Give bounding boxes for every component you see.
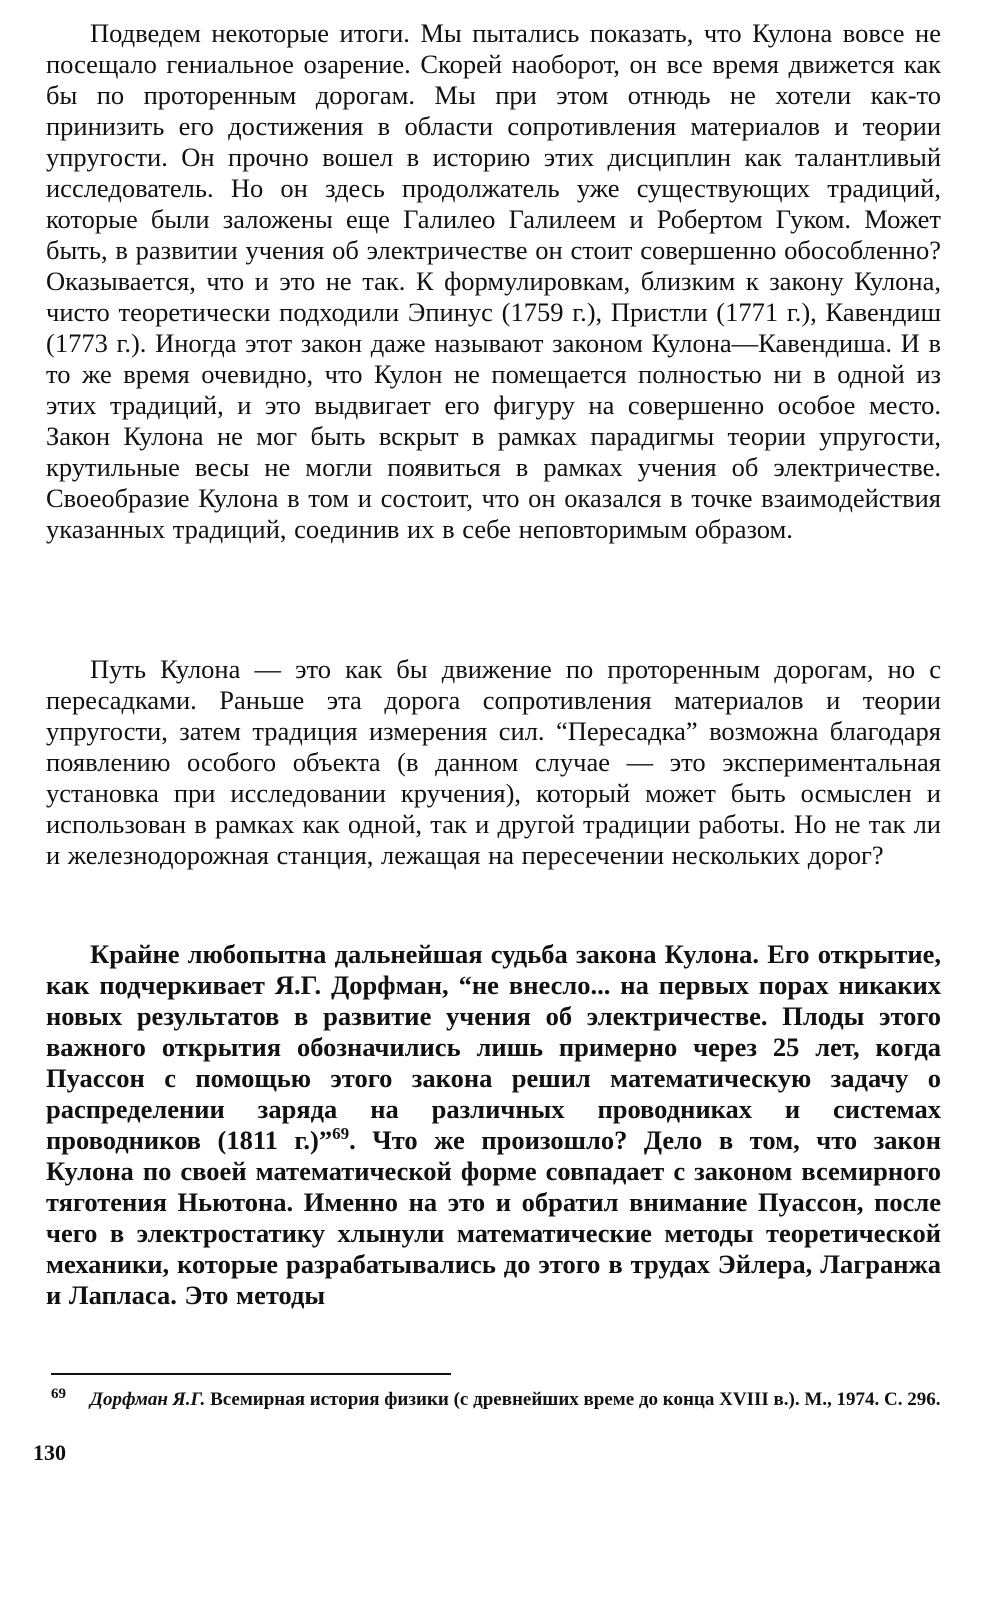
footnote <box>51 1386 941 1414</box>
paragraph-path-of-coulomb: Путь Кулона — это как бы движение по проторенным дорогам, но с пересадками. Раньше эта дорога сопротивления материалов и теории упругости, затем традиция измерения сил. “Пересадка” возможна благодаря появлению особого объекта (в данном случае — это экспериментальная установка при исследовании кручения), который может быть осмыслен и использован в рамках как одной, так и другой традиции работы. Но не так ли и железнодорожная станция, лежащая на пересечении нескольких дорог? <box>46 654 941 870</box>
footnote-number: 69 <box>51 1385 66 1402</box>
footnote-author: Дорфман Я.Г. <box>90 1389 206 1410</box>
page-body <box>46 18 941 1344</box>
quote-text: Крайне любопытна дальнейшая судьба закона Кулона. Его открытие, как подчеркивает Я.Г. Дорфман, “не внесло... на первых порах никаких новых результатов в развитие учения об электричестве. Плоды этого важного открытия обозначились лишь примерно через 25 лет, когда Пуассон с помощью этого закона решил математическую задачу о распределении заряда на различных проводниках и системах проводников (1811 г.)” <box>46 939 941 1155</box>
footnote-text: Всемирная история физики (с древнейших време до конца XVIII в.). М., 1974. С. 296. <box>210 1389 941 1410</box>
footnote-reference: 69 <box>332 1124 350 1144</box>
continuation-text: Что же произошло? Дело в том, что закон Кулона по своей математической форме совпадает с законом всемирного тяготения Ньютона. Именно на это и обратил внимание Пуассон, после чего в электростатику хлынули математические методы теоретической механики, которые разрабатывались до этого в трудах Эйлера, Лагранжа и Лапласа. Это методы <box>46 1125 941 1310</box>
footnote-divider <box>51 1373 451 1375</box>
page-number: 130 <box>33 1440 66 1465</box>
paragraph-summary: Подведем некоторые итоги. Мы пытались показать, что Кулона вовсе не посещало гениальное озарение. Скорей наоборот, он все время движется как бы по проторенным дорогам. Мы при этом отнюдь не хотели как-то принизить его достижения в области сопротивления материалов и теории упругости. Он прочно вошел в историю этих дисциплин как талантливый исследователь. Но он здесь продолжатель уже существующих традиций, которые были заложены еще Галилео Галилеем и Робертом Гуком. Может быть, в развитии учения об электричестве он стоит совершенно обособленно? Оказывается, что и это не так. К формулировкам, близким к закону Кулона, чисто теоретически подходили Эпинус (1759 г.), Пристли (1771 г.), Кавендиш (1773 г.). Иногда этот закон даже называют законом Кулона—Кавендиша. И в то же время очевидно, что Кулон не помещается полностью ни в одной из этих традиций, и это выдвигает его фигуру на совершенно особое место. Закон Кулона не мог быть вскрыт в рамках парадигмы теории упругости, крутильные весы не могли появиться в рамках учения об электричестве. Своеобразие Кулона в том и состоит, что он оказался в точке взаимодействия указанных традиций, соединив их в себе неповторимым образом. <box>46 18 941 544</box>
paragraph-fate-of-law: Крайне любопытна дальнейшая судьба закона Кулона. Его открытие, как подчеркивает Я.Г. Дорфман, “не внесло... на первых порах никаких новых результатов в развитие учения об электричестве. Плоды этого важного открытия обозначились лишь примерно через 25 лет, когда Пуассон с помощью этого закона решил математическую задачу о распределении заряда на различных проводниках и системах проводников (1811 г.)”$^{69}$. Что же произошло? Дело в том, что закон Кулона по своей математической форме совпадает с законом всемирного тяготения Ньютона. Именно на это и обратил внимание Пуассон, после чего в электростатику хлынули математические методы теоретической механики, которые разрабатывались до этого в трудах Эйлера, Лагранжа и Лапласа. Это методы <box>46 939 941 1310</box>
